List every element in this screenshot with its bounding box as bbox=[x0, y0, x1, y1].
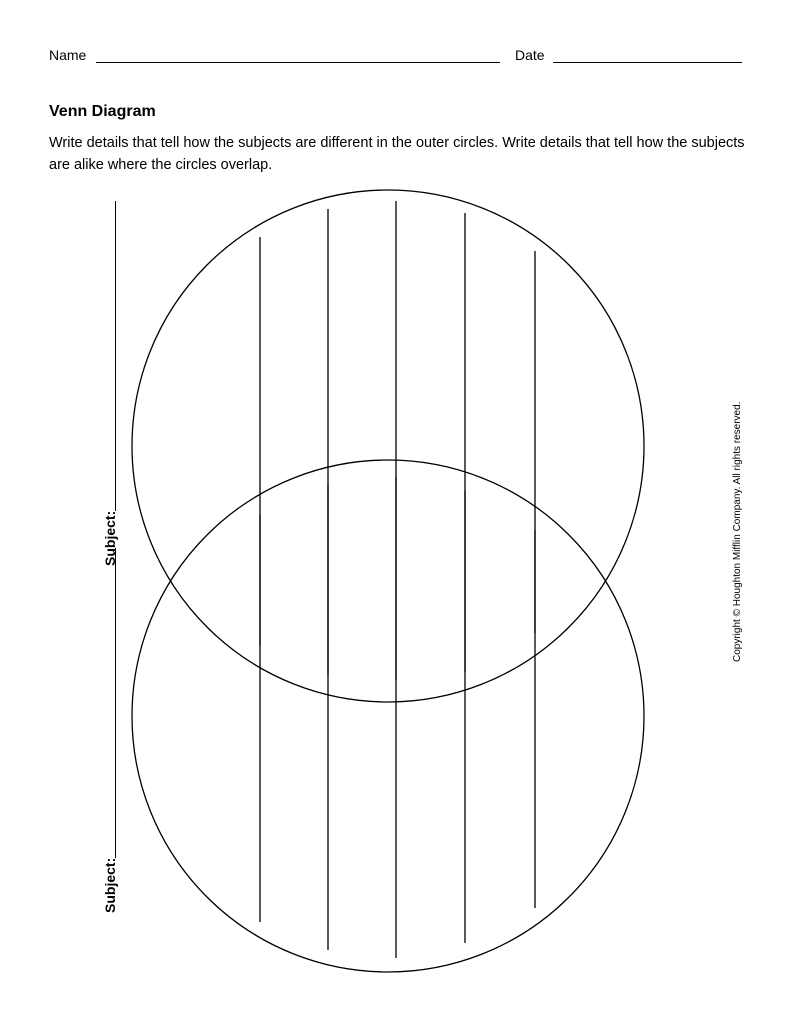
subject-bottom bbox=[100, 548, 118, 913]
copyright-notice: Copyright © Houghton Mifflin Company. All rights reserved. bbox=[732, 401, 743, 662]
subject-field-bottom[interactable] bbox=[115, 548, 116, 858]
subject-top bbox=[100, 201, 118, 566]
venn-circle-top bbox=[132, 190, 644, 702]
subject-label: Subject: bbox=[102, 857, 118, 913]
subject-field-top[interactable] bbox=[115, 201, 116, 511]
subject-label: Subject: bbox=[102, 510, 118, 566]
date-label: Date bbox=[515, 47, 545, 63]
venn-circle-bottom bbox=[132, 460, 644, 972]
worksheet-title: Venn Diagram bbox=[49, 103, 156, 120]
instructions-text: Write details that tell how the subjects are different in the outer circles. Write details that tell how the subjects are alike where the circles overlap. bbox=[49, 135, 745, 173]
name-label: Name bbox=[49, 47, 87, 63]
